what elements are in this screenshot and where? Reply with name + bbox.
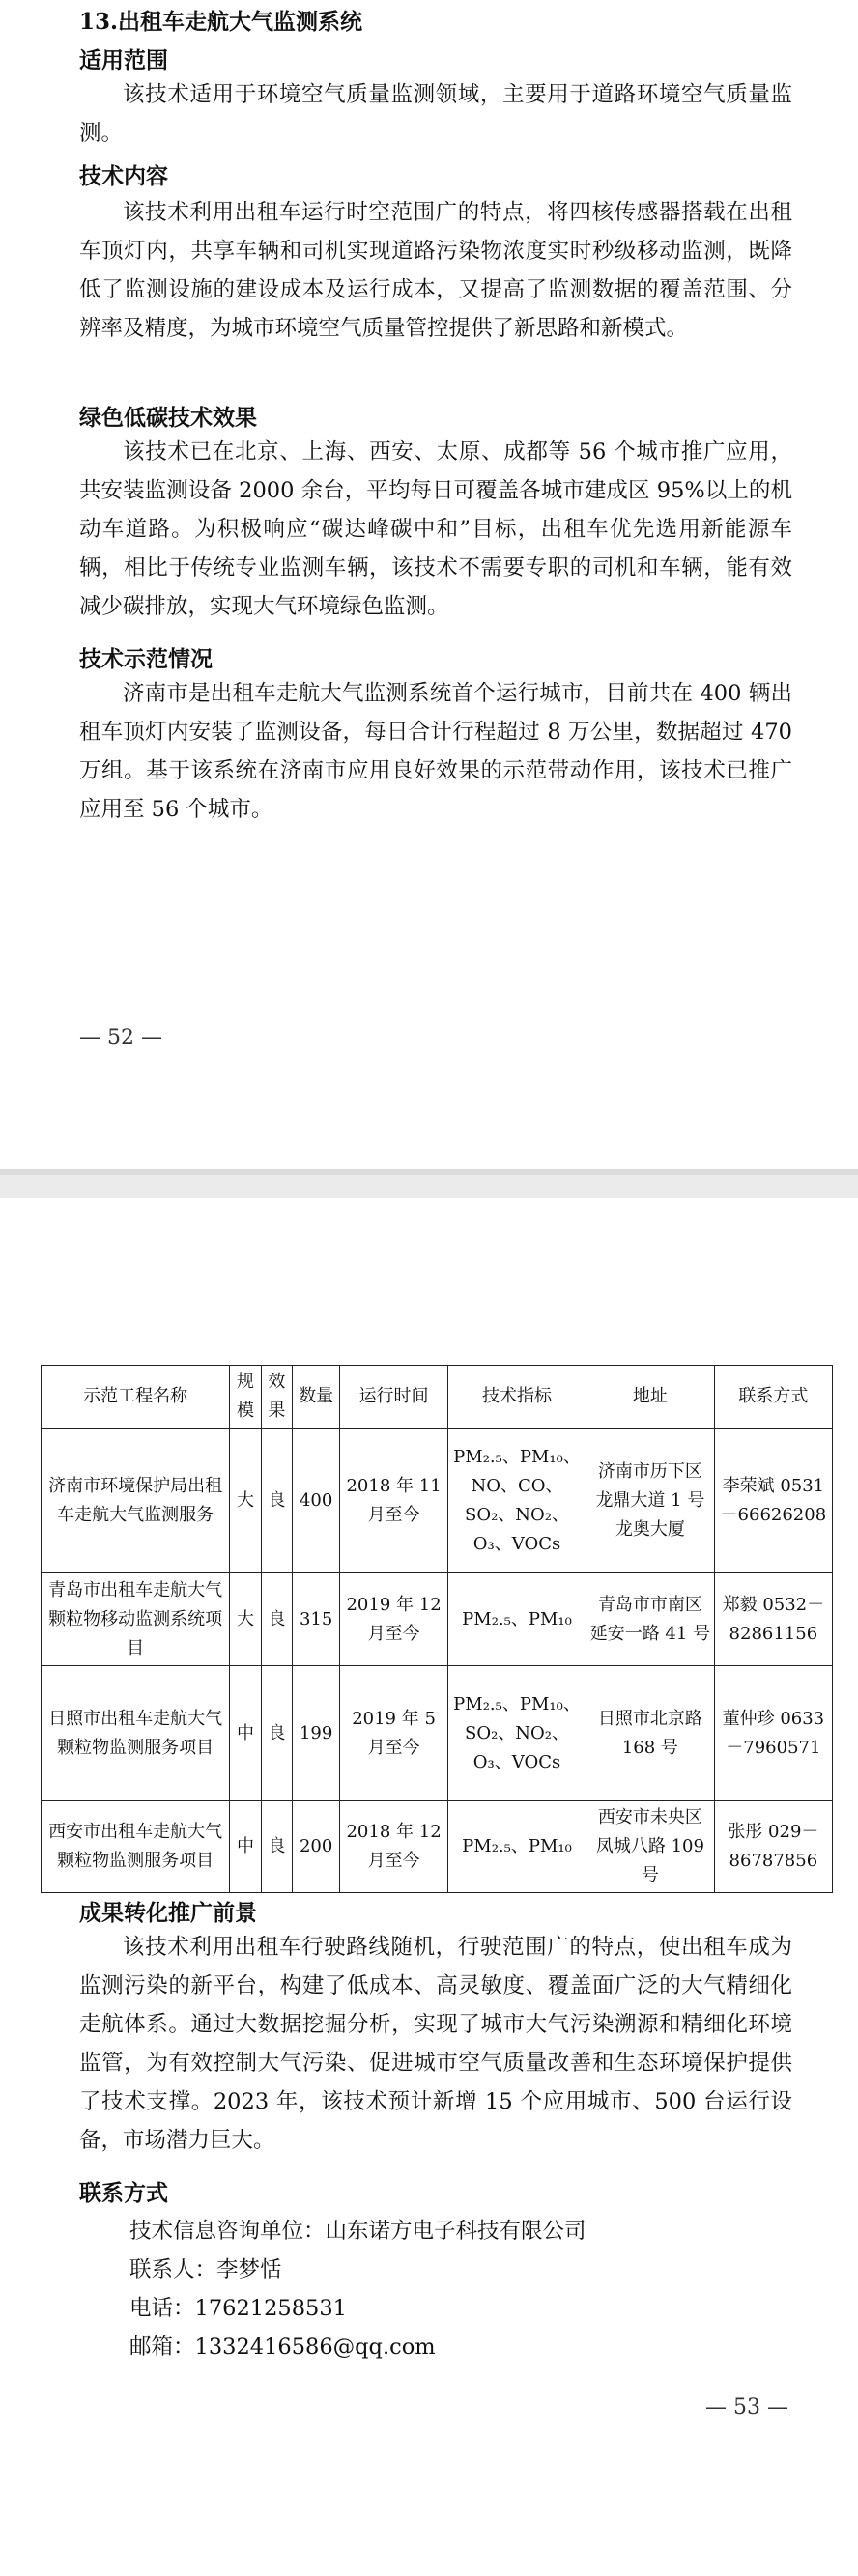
cell-contact: 董仲珍 0633－7960571 — [714, 1666, 832, 1801]
heading-promotion: 成果转化推广前景 — [79, 1900, 257, 1926]
cell-address: 西安市未央区凤城八路 109 号 — [586, 1801, 715, 1893]
col-header-count: 数量 — [293, 1366, 340, 1429]
contact-email: 邮箱：1332416586@qq.com — [129, 2335, 436, 2360]
paragraph-green-effect: 该技术已在北京、上海、西安、太原、成都等 56 个城市推广应用，共安装监测设备 2000 余台，平均每日可覆盖各城市建成区 95%以上的机动车道路。为积极响应“碳达峰碳中和”目标，出租车优先选用新能源车辆，相比于传统专业监测车辆，该技术不需要专职的司机和车辆，能有效减少碳排放，实现大气环境绿色监测。 — [79, 439, 792, 619]
cell-scale: 大 — [230, 1573, 261, 1666]
paragraph-promotion: 该技术利用出租车行驶路线随机，行驶范围广的特点，使出租车成为监测污染的新平台，构建了低成本、高灵敏度、覆盖面广泛的大气精细化走航体系。通过大数据挖掘分析，实现了城市大气污染溯源和精细化环境监管，为有效控制大气污染、促进城市空气质量改善和生态环境保护提供了技术支撑。2023 年，该技术预计新增 15 个应用城市、500 台运行设备，市场潜力巨大。 — [79, 1935, 792, 2153]
cell-indicators: PM₂.₅、PM₁₀ — [447, 1801, 586, 1893]
cell-name: 西安市出租车走航大气颗粒物监测服务项目 — [42, 1801, 230, 1893]
heading-green-effect: 绿色低碳技术效果 — [79, 405, 257, 431]
table-row — [42, 1801, 833, 1893]
cell-name: 青岛市出租车走航大气颗粒物移动监测系统项目 — [42, 1573, 230, 1666]
cell-indicators: PM₂.₅、PM₁₀、NO、CO、SO₂、NO₂、O₃、VOCs — [447, 1429, 586, 1573]
cell-time: 2019 年 5 月至今 — [340, 1666, 448, 1801]
contact-unit: 技术信息咨询单位：山东诺方电子科技有限公司 — [129, 2219, 586, 2244]
cell-effect: 良 — [261, 1573, 292, 1666]
cell-time: 2018 年 11 月至今 — [340, 1429, 448, 1573]
cell-effect: 良 — [261, 1666, 292, 1801]
paragraph-scope: 该技术适用于环境空气质量监测领域，主要用于道路环境空气质量监测。 — [79, 82, 792, 146]
cell-count: 315 — [293, 1573, 340, 1666]
heading-contact: 联系方式 — [79, 2180, 168, 2206]
table-header-row — [42, 1366, 833, 1429]
cell-contact: 李荣斌 0531－66626208 — [714, 1429, 832, 1573]
page-divider — [0, 1169, 858, 1175]
cell-count: 199 — [293, 1666, 340, 1801]
cell-time: 2019 年 12 月至今 — [340, 1573, 448, 1666]
contact-phone: 电话：17621258531 — [129, 2296, 347, 2321]
cell-address: 青岛市市南区延安一路 41 号 — [586, 1573, 715, 1666]
cell-contact: 张彤 029－86787856 — [714, 1801, 832, 1893]
cell-effect: 良 — [261, 1429, 292, 1573]
cell-effect: 良 — [261, 1801, 292, 1893]
page-number: — 53 — — [705, 2395, 788, 2420]
heading-demo: 技术示范情况 — [79, 646, 213, 672]
cell-count: 400 — [293, 1429, 340, 1573]
cell-indicators: PM₂.₅、PM₁₀ — [447, 1573, 586, 1666]
paragraph-demo: 济南市是出租车走航大气监测系统首个运行城市，目前共在 400 辆出租车顶灯内安装了监测设备，每日合计行程超过 8 万公里，数据超过 470 万组。基于该系统在济南市应用良好效果的示范带动作用，该技术已推广应用至 56 个城市。 — [79, 681, 792, 822]
heading-tech-content: 技术内容 — [79, 163, 168, 189]
cell-name: 济南市环境保护局出租车走航大气监测服务 — [42, 1429, 230, 1573]
table-row — [42, 1666, 833, 1801]
cell-indicators: PM₂.₅、PM₁₀、SO₂、NO₂、O₃、VOCs — [447, 1666, 586, 1801]
cell-address: 日照市北京路 168 号 — [586, 1666, 715, 1801]
table-row — [42, 1573, 833, 1666]
page-number: — 52 — — [79, 1026, 162, 1050]
cell-name: 日照市出租车走航大气颗粒物监测服务项目 — [42, 1666, 230, 1801]
cell-scale: 中 — [230, 1666, 261, 1801]
page-52 — [0, 0, 858, 1169]
heading-scope: 适用范围 — [79, 47, 168, 73]
col-header-indicators: 技术指标 — [447, 1366, 586, 1429]
cell-time: 2018 年 12 月至今 — [340, 1801, 448, 1893]
col-header-time: 运行时间 — [340, 1366, 448, 1429]
col-header-name: 示范工程名称 — [42, 1366, 230, 1429]
cell-scale: 中 — [230, 1801, 261, 1893]
cell-address: 济南市历下区龙鼎大道 1 号龙奥大厦 — [586, 1429, 715, 1573]
col-header-address: 地址 — [586, 1366, 715, 1429]
cell-count: 200 — [293, 1801, 340, 1893]
paragraph-tech-content: 该技术利用出租车运行时空范围广的特点，将四核传感器搭载在出租车顶灯内，共享车辆和司机实现道路污染物浓度实时秒级移动监测，既降低了监测设施的建设成本及运行成本，又提高了监测数据的覆盖范围、分辨率及精度，为城市环境空气质量管控提供了新思路和新模式。 — [79, 200, 792, 341]
table-row — [42, 1429, 833, 1573]
col-header-contact: 联系方式 — [714, 1366, 832, 1429]
demo-projects-table — [41, 1365, 833, 1893]
contact-person: 联系人：李梦恬 — [129, 2257, 282, 2282]
page-53 — [0, 1198, 858, 2576]
cell-contact: 郑毅 0532－82861156 — [714, 1573, 832, 1666]
col-header-effect: 效果 — [261, 1366, 292, 1429]
col-header-scale: 规模 — [230, 1366, 261, 1429]
section-title: 13.出租车走航大气监测系统 — [79, 9, 363, 35]
cell-scale: 大 — [230, 1429, 261, 1573]
